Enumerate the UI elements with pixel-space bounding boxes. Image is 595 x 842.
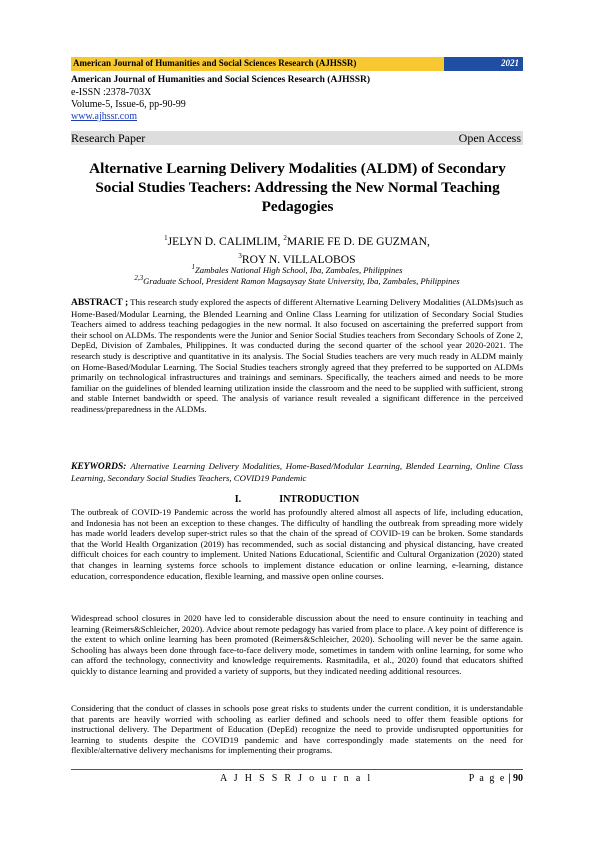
abstract-label: ABSTRACT ;: [71, 298, 129, 308]
affiliation-1-sup: 1: [191, 263, 196, 271]
meta-volume: Volume-5, Issue-6, pp-90-99: [71, 99, 186, 110]
body-paragraph-3: Considering that the conduct of classes in schools pose great risks to students under the current condition, it is understandable that parents are heavily worried with schooling as earlier defined and schools need to offer them feasible options for instructional delivery. The Department of Education (DepEd) recognize the need to provide undisrupted opportunities for learning to students despite the COVID19 pandemic and have correspondingly made statements on the need for flexible/alternative delivery mechanisms for implementing their programs.: [71, 703, 523, 756]
meta-website[interactable]: [71, 111, 137, 123]
affiliation-2-text: Graduate School, President Ramon Magsaysay State University, Iba, Zambales, Philippines: [143, 275, 460, 286]
paper-type: Research Paper: [71, 131, 146, 145]
footer-page: [469, 773, 523, 784]
website-link[interactable]: www.ajhssr.com: [71, 111, 138, 122]
footer-journal: A J H S S R J o u r n a l: [220, 773, 373, 784]
author-3: ROY N. VILLALOBOS: [241, 252, 356, 266]
header-year: 2021: [444, 57, 523, 71]
paper-type-bar: [71, 131, 523, 145]
affiliation-2: [71, 273, 523, 287]
open-access: Open Access: [458, 131, 521, 145]
section-title: INTRODUCTION: [279, 494, 360, 505]
affiliation-2-sup: 2,3: [134, 274, 144, 282]
meta-issn: e-ISSN :2378-703X: [71, 87, 152, 98]
keywords-colon: :: [123, 462, 131, 472]
footer-divider: [71, 769, 523, 770]
footer-page-number: 90: [513, 773, 523, 784]
paper-title: Alternative Learning Delivery Modalities (ALDM) of Secondary Social Studies Teachers: Addressing the New Normal Teaching Pedagogies: [89, 160, 506, 215]
author-1: JELYN D. CALIMLIM,: [167, 234, 284, 248]
keywords-text: Alternative Learning Delivery Modalities, Home-Based/Modular Learning, Blended Learning, Online Class Learning, Secondary Social Studies Teachers, COVID19 Pandemic: [71, 461, 523, 483]
meta-journal-name: American Journal of Humanities and Social Sciences Research (AJHSSR): [71, 75, 371, 85]
affiliation-1-text: Zambales National High School, Iba, Zambales, Philippines: [195, 264, 403, 275]
abstract-text: This research study explored the aspects of different Alternative Learning Delivery Modalities (ALDMs)such as Home-Based/Modular Learning, the Blended Learning and Online Class Learning for utilization of Secondary Social Studies Teachers aimed to address teaching pedagogies in the new normal. It also focused on ascertaining the preferred support from their school on ALDMs. The respondents were the Junior and Senior Social Studies teachers from Secondary Schools of Zone 2, DepEd, Division of Zambales, Philippines. It was conducted during the second quarter of the school year 2020-2021. The research study is descriptive and quantitative in its analysis. The Social Studies teachers are very much ready in ALDM mainly on Home-Based/Modular Learning. The Social Studies teachers strongly agreed that they preferred to be supported on ALDMs primarily on technological infrastructures and trainings and seminars. Specifically, the teachers aimed and needs to be more familiar on the guidelines of blended learning utilization inside the classroom and the need to be supplied with sufficient, strong and stable Internet bandwidth or speed. The analysis of variance result revealed a significant difference in the perceived readiness/preparedness in the ALDMs.: [71, 297, 523, 414]
author-2-sup: 2: [283, 234, 287, 242]
keywords: [71, 461, 523, 483]
keywords-label: KEYWORDS: [71, 462, 124, 472]
body-paragraph-2: Widespread school closures in 2020 have led to considerable discussion about the need to ensure continuity in teaching and learning (Reimers&Schleicher, 2020). Advice about remote pedagogy has varied from place to place. A key point of difference is the extent to which online learning has been promoted (Reimers&Schleicher, 2020). Schooling will never be the same again. Schooling has always been done through face-to-face delivery mode, sometimes in tandem with online learning, for some who can afford the technology, connectivity and knowledge requirements. Rasmitadila, et al., 2020) found that educators shifted quickly to distance learning and provided a variety of supports, but they indicated needing additional resources.: [71, 613, 523, 676]
footer-page-label: P a g e: [468, 773, 506, 784]
section-number: I.: [234, 494, 242, 505]
header-journal-name: American Journal of Humanities and Social Sciences Research (AJHSSR): [73, 58, 357, 68]
footer-separator: |: [505, 773, 513, 784]
author-3-sup: 3: [238, 251, 242, 260]
journal-header-bar: [71, 57, 523, 71]
author-2: MARIE FE D. DE GUZMAN,: [286, 234, 430, 248]
body-paragraph-1: The outbreak of COVID-19 Pandemic across the world has profoundly altered almost all aspects of life, including education, and Indonesia has not been an exception to these changes. The difficulty of handling the outbreak from spreading more widely has made world leaders develop super-strict rules so that the chain of the spread of COVID-19 can be broken. Some standards that the World Health Organization (2019) has recommended, such as social distancing and physical distancing, have created difficult choices for each country to implement. United Nations Educational, Scientific and Cultural Organization (2020) stated that changes in learning systems force schools to implement distance education or online learning, e-learning, distance education, correspondence education, flexible learning, and massive open online courses.: [71, 507, 523, 581]
abstract: [71, 297, 523, 415]
author-1-sup: 1: [164, 234, 168, 242]
section-heading-introduction: [71, 494, 523, 505]
